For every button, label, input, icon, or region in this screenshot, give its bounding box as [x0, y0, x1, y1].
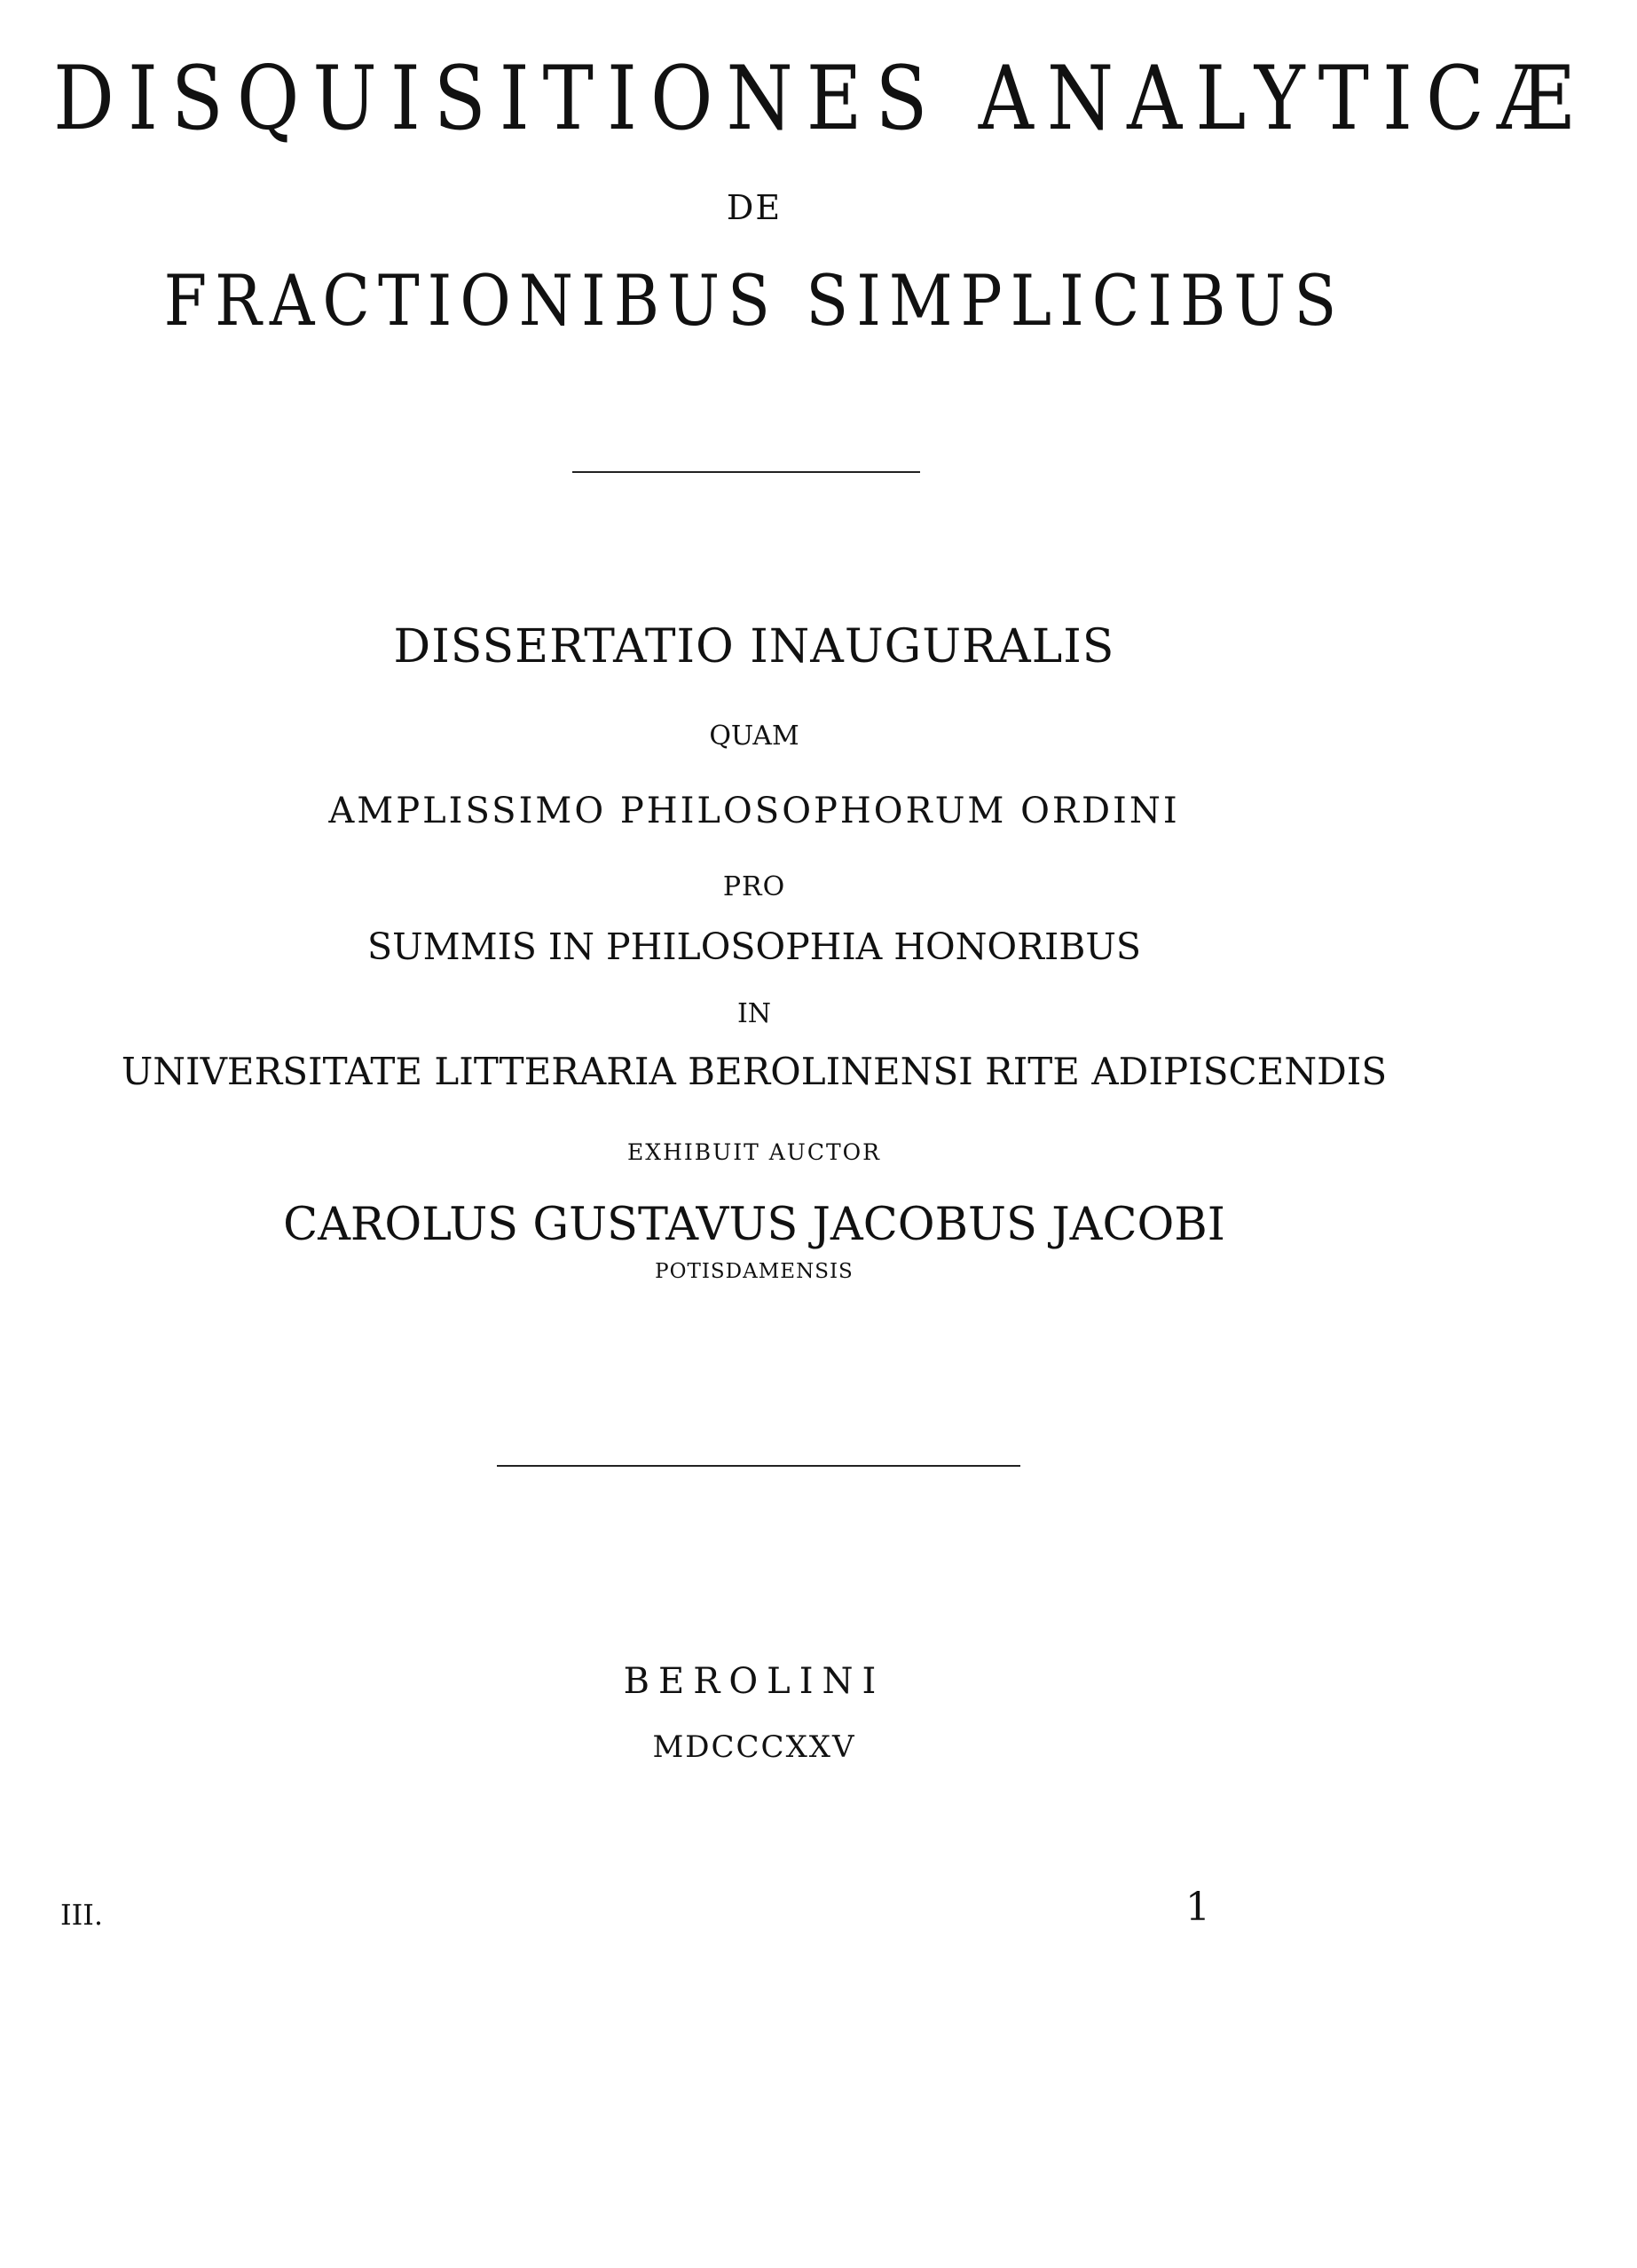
- page-number: 1: [1185, 1885, 1210, 1930]
- pro-line: PRO: [722, 871, 786, 902]
- signature-mark: III.: [60, 1898, 104, 1932]
- subtitle: FRACTIONIBUS SIMPLICIBUS: [163, 260, 1345, 343]
- exhibuit-line: EXHIBUIT AUCTOR: [627, 1139, 881, 1165]
- ordini-line: AMPLISSIMO PHILOSOPHORUM ORDINI: [328, 791, 1180, 831]
- university-line: UNIVERSITATE LITTERARIA BEROLINENSI RITE ADIPISCENDIS: [121, 1050, 1388, 1093]
- bottom-divider-rule: [497, 1465, 1020, 1467]
- honoribus-line: SUMMIS IN PHILOSOPHIA HONORIBUS: [367, 925, 1141, 968]
- title-connector: DE: [726, 188, 783, 227]
- author-origin: POTISDAMENSIS: [655, 1260, 854, 1283]
- in-line: IN: [736, 998, 772, 1029]
- imprint-place: BEROLINI: [623, 1661, 885, 1702]
- main-title: DISQUISITIONES ANALYTICÆ: [53, 47, 1587, 150]
- top-divider-rule: [572, 471, 920, 473]
- quam-line: QUAM: [709, 721, 799, 752]
- author-name: CAROLUS GUSTAVUS JACOBUS JACOBI: [283, 1199, 1225, 1251]
- dissertation-heading: DISSERTATIO INAUGURALIS: [393, 620, 1115, 673]
- imprint-year: MDCCCXXV: [652, 1729, 856, 1765]
